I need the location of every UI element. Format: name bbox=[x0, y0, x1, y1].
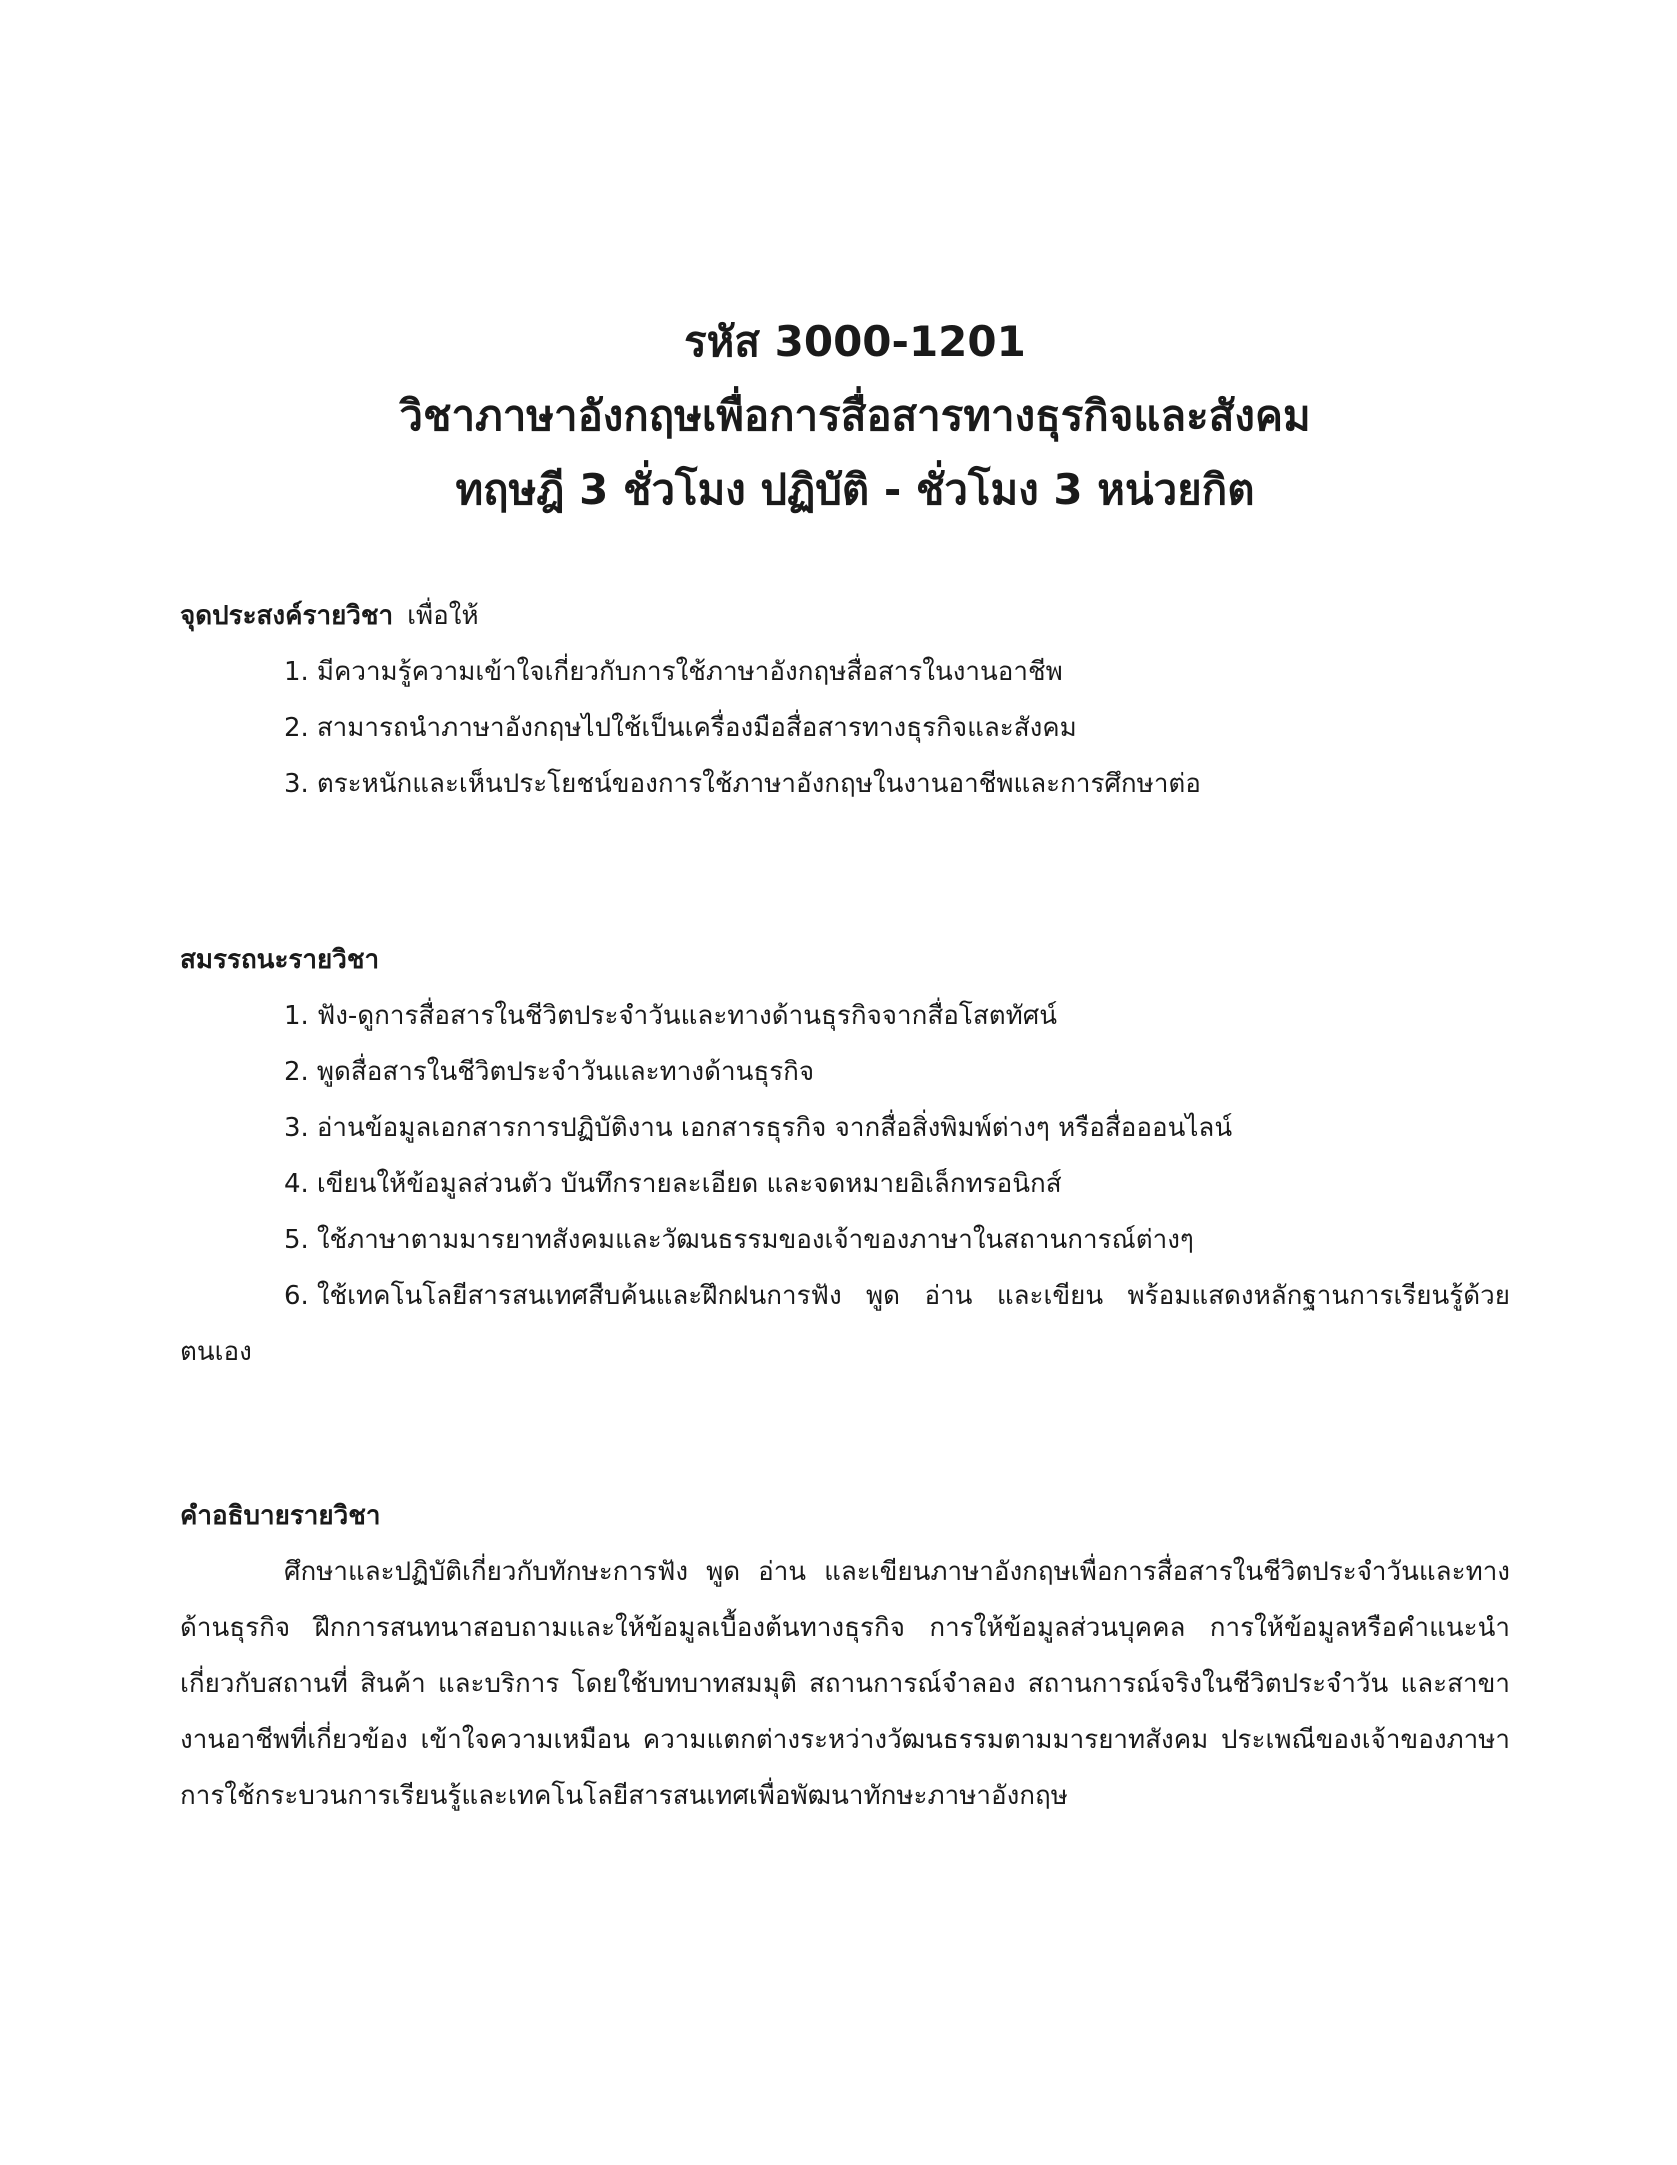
list-item-number: 5. bbox=[284, 1225, 309, 1255]
objectives-heading bbox=[180, 588, 1510, 644]
list-item-text: ใช้เทคโนโลยีสารสนเทศสืบค้นและฝึกฝนการฟัง พูด อ่าน และเขียน พร้อมแสดงหลักฐานการเรียนรู้ด้วยตนเอง bbox=[180, 1281, 1510, 1367]
description-heading-label: คำอธิบายรายวิชา bbox=[180, 1501, 381, 1531]
objectives-heading-suffix: เพื่อให้ bbox=[407, 601, 479, 631]
description-section bbox=[180, 1488, 1510, 1824]
list-item-text: ตระหนักและเห็นประโยชน์ของการใช้ภาษาอังกฤษในงานอาชีพและการศึกษาต่อ bbox=[316, 769, 1201, 799]
competencies-heading bbox=[180, 932, 1510, 988]
list-item-text: มีความรู้ความเข้าใจเกี่ยวกับการใช้ภาษาอังกฤษสื่อสารในงานอาชีพ bbox=[316, 657, 1063, 687]
course-header bbox=[180, 305, 1530, 527]
list-item bbox=[180, 1268, 1510, 1380]
course-code: รหัส 3000-1201 bbox=[684, 317, 1026, 366]
list-item-text: อ่านข้อมูลเอกสารการปฏิบัติงาน เอกสารธุรกิจ จากสื่อสิ่งพิมพ์ต่างๆ หรือสื่อออนไลน์ bbox=[316, 1113, 1233, 1143]
list-item bbox=[180, 1156, 1510, 1212]
competencies-section bbox=[180, 932, 1510, 1380]
competencies-list bbox=[180, 988, 1510, 1380]
list-item-text: เขียนให้ข้อมูลส่วนตัว บันทึกรายละเอียด และจดหมายอิเล็กทรอนิกส์ bbox=[316, 1169, 1062, 1199]
list-item-number: 1. bbox=[284, 657, 309, 687]
description-heading bbox=[180, 1488, 1510, 1544]
objectives-list bbox=[180, 644, 1510, 812]
list-item-text: พูดสื่อสารในชีวิตประจำวันและทางด้านธุรกิจ bbox=[316, 1057, 815, 1087]
list-item bbox=[180, 1044, 1510, 1100]
list-item bbox=[180, 1100, 1510, 1156]
list-item bbox=[180, 1212, 1510, 1268]
course-title: วิชาภาษาอังกฤษเพื่อการสื่อสารทางธุรกิจและสังคม bbox=[399, 391, 1311, 440]
list-item-number: 2. bbox=[284, 1057, 309, 1087]
objectives-section bbox=[180, 588, 1510, 812]
list-item-number: 4. bbox=[284, 1169, 309, 1199]
description-paragraph: ศึกษาและปฏิบัติเกี่ยวกับทักษะการฟัง พูด อ่าน และเขียนภาษาอังกฤษเพื่อการสื่อสารในชีวิตประจำวันและทางด้านธุรกิจ ฝึกการสนทนาสอบถามและให้ข้อมูลเบื้องต้นทางธุรกิจ การให้ข้อมูลส่วนบุคคล การให้ข้อมูลหรือคำแนะนำเกี่ยวกับสถานที่ สินค้า และบริการ โดยใช้บทบาทสมมุติ สถานการณ์จำลอง สถานการณ์จริงในชีวิตประจำวัน และสาขางานอาชีพที่เกี่ยวข้อง เข้าใจความเหมือน ความแตกต่างระหว่างวัฒนธรรมตามมารยาทสังคม ประเพณีของเจ้าของภาษา การใช้กระบวนการเรียนรู้และเทคโนโลยีสารสนเทศเพื่อพัฒนาทักษะภาษาอังกฤษ bbox=[180, 1557, 1510, 1811]
list-item-number: 6. bbox=[284, 1281, 309, 1311]
list-item bbox=[180, 988, 1510, 1044]
list-item-text: ฟัง-ดูการสื่อสารในชีวิตประจำวันและทางด้านธุรกิจจากสื่อโสตทัศน์ bbox=[316, 1001, 1057, 1031]
list-item bbox=[180, 644, 1510, 700]
list-item-number: 1. bbox=[284, 1001, 309, 1031]
course-hours: ทฤษฎี 3 ชั่วโมง ปฏิบัติ - ชั่วโมง 3 หน่วยกิต bbox=[455, 465, 1255, 514]
list-item-number: 2. bbox=[284, 713, 309, 743]
objectives-heading-label: จุดประสงค์รายวิชา bbox=[180, 601, 394, 631]
list-item bbox=[180, 700, 1510, 756]
competencies-heading-label: สมรรถนะรายวิชา bbox=[180, 945, 380, 975]
list-item-number: 3. bbox=[284, 1113, 309, 1143]
list-item-text: สามารถนำภาษาอังกฤษไปใช้เป็นเครื่องมือสื่อสารทางธุรกิจและสังคม bbox=[316, 713, 1077, 743]
list-item-number: 3. bbox=[284, 769, 309, 799]
list-item-text: ใช้ภาษาตามมารยาทสังคมและวัฒนธรรมของเจ้าของภาษาในสถานการณ์ต่างๆ bbox=[316, 1225, 1194, 1255]
list-item bbox=[180, 756, 1510, 812]
